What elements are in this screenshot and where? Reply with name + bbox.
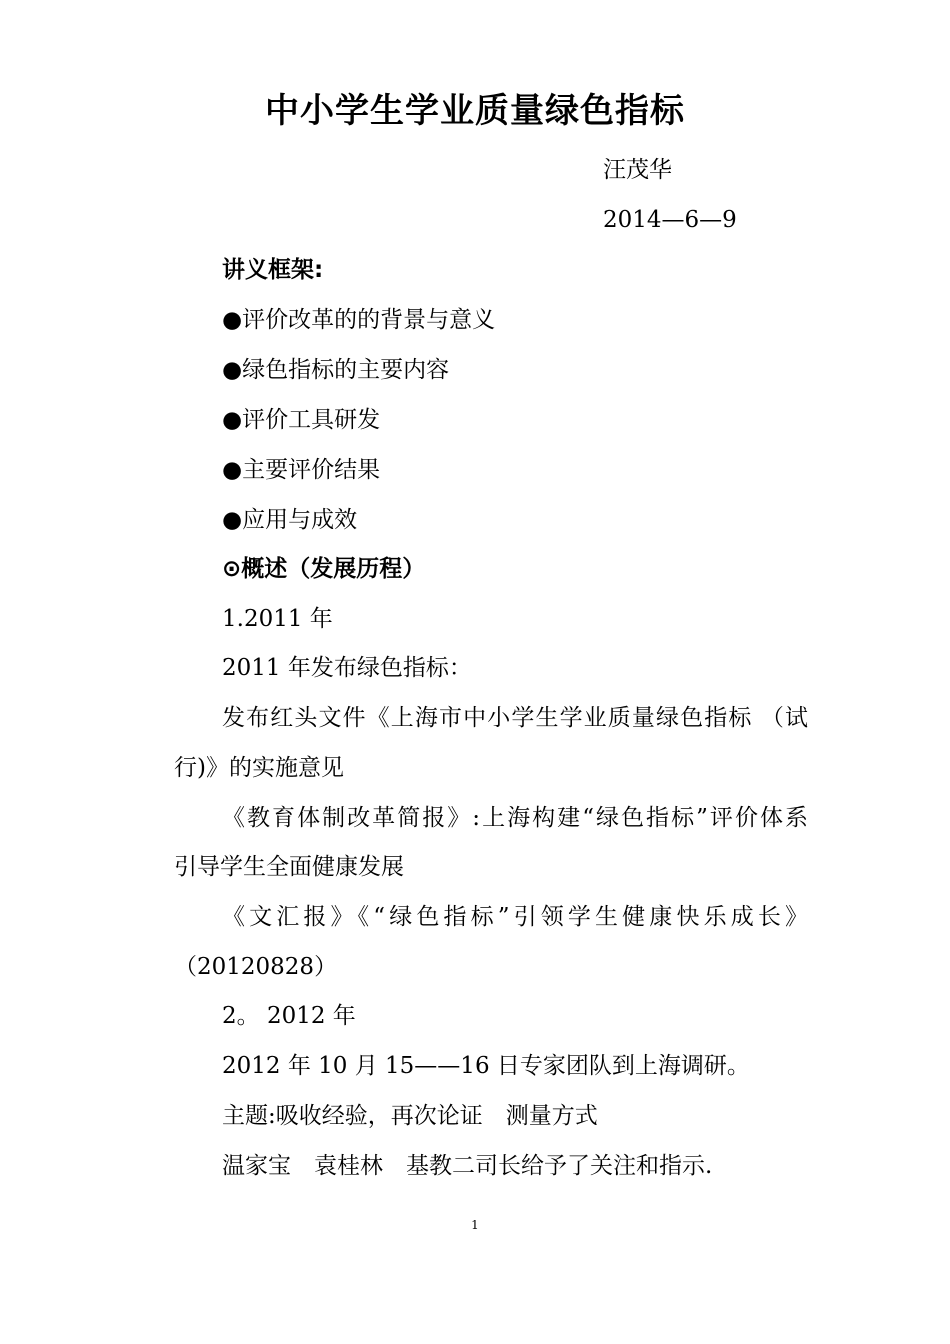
- document-title: 中小学生学业质量绿色指标: [265, 91, 685, 131]
- outline-item: ●评价工具研发: [222, 407, 381, 433]
- paragraph-line: 主题:吸收经验，再次论证 测量方式: [222, 1103, 598, 1129]
- outline-item: ●主要评价结果: [222, 457, 381, 483]
- subsection-label-2012: 2。 2012 年: [222, 1003, 356, 1029]
- page-number: 1: [471, 1218, 479, 1232]
- paragraph-line: 发布红头文件《上海市中小学生学业质量绿色指标 （试: [222, 705, 808, 731]
- author-name: 汪茂华: [603, 157, 672, 183]
- paragraph-line: 行)》的实施意见: [174, 755, 344, 781]
- document-date: 2014—6—9: [603, 207, 737, 233]
- paragraph-intro-2011: 2011 年发布绿色指标：: [222, 655, 472, 681]
- paragraph-line: 《文汇报》《“绿色指标”引领学生健康快乐成长》: [222, 904, 808, 930]
- outline-item: ●应用与成效: [222, 507, 358, 533]
- subsection-label-2011: 1.2011 年: [222, 606, 333, 632]
- section-heading: ⊙概述（发展历程）: [222, 556, 426, 582]
- paragraph-line: 2012 年 10 月 15——16 日专家团队到上海调研。: [222, 1053, 750, 1079]
- paragraph-line: 引导学生全面健康发展: [174, 854, 404, 880]
- paragraph-line: （20120828）: [174, 954, 338, 980]
- outline-item: ●绿色指标的主要内容: [222, 357, 450, 383]
- outline-item: ●评价改革的的背景与意义: [222, 307, 496, 333]
- outline-heading: 讲义框架:: [222, 257, 324, 283]
- paragraph-line: 温家宝 袁桂林 基教二司长给予了关注和指示.: [222, 1153, 713, 1179]
- paragraph-line: 《教育体制改革简报》:上海构建“绿色指标”评价体系: [222, 805, 808, 831]
